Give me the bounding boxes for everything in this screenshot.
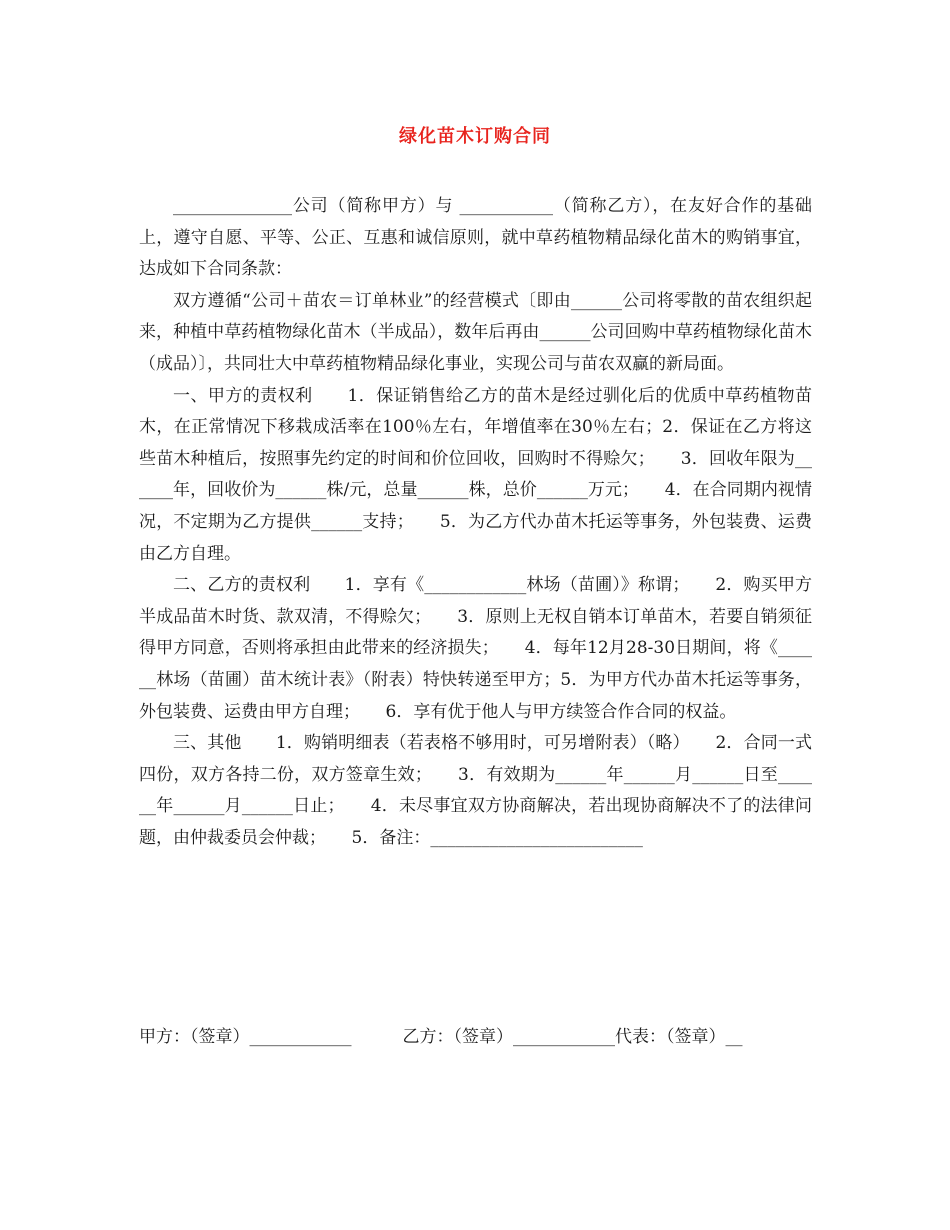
other-terms-paragraph: 三、其他 1．购销明细表（若表格不够用时，可另增附表）（略） 2．合同一式四份，双方各持二份，双方签章生效； 3．有效期为______年______月______日至______年______月______日止； 4．未尽事宜双方协商解决，若出现协商解决不了的法律问题，由仲裁委员会仲裁； 5．备注：_________________________	[139, 733, 812, 848]
party-a-rights-paragraph: 一、甲方的责权利 1．保证销售给乙方的苗木是经过驯化后的优质中草药植物苗木，在正常情况下移栽成活率在100％左右，年增值率在30％左右；2．保证在乙方将这些苗木种植后，按照事先约定的时间和价位回收，回购时不得赊欠； 3．回收年限为______年，回收价为______株/元，总量______株，总价______万元； 4．在合同期内视情况，不定期为乙方提供______支持； 5．为乙方代办苗木托运等事务，外包装费、运费由乙方自理。	[139, 385, 812, 564]
contract-title: 绿化苗木订购合同	[399, 126, 551, 147]
mode-paragraph: 双方遵循“公司＋苗农＝订单林业”的经营模式〔即由______公司将零散的苗农组织起来，种植中草药植物绿化苗木（半成品），数年后再由______公司回购中草药植物绿化苗木（成品）〕，共同壮大中草药植物精品绿化事业，实现公司与苗农双赢的新局面。	[139, 290, 812, 374]
signature-line: 甲方：（签章）____________ 乙方：（签章）____________代表：（签章）__	[139, 1027, 743, 1047]
contract-body	[139, 191, 812, 854]
intro-paragraph: ______________公司（简称甲方）与 ___________（简称乙方），在友好合作的基础上，遵守自愿、平等、公正、互惠和诚信原则，就中草药植物精品绿化苗木的购销事宜，达成如下合同条款：	[139, 196, 812, 280]
party-b-rights-paragraph: 二、乙方的责权利 1．享有《____________林场（苗圃）》称谓； 2．购买甲方半成品苗木时货、款双清，不得赊欠； 3．原则上无权自销本订单苗木，若要自销须征得甲方同意，否则将承担由此带来的经济损失； 4．每年12月28-30日期间，将《______林场（苗圃）苗木统计表》（附表）特快转递至甲方；5．为甲方代办苗木托运等事务，外包装费、运费由甲方自理； 6．享有优于他人与甲方续签合作合同的权益。	[139, 575, 812, 722]
